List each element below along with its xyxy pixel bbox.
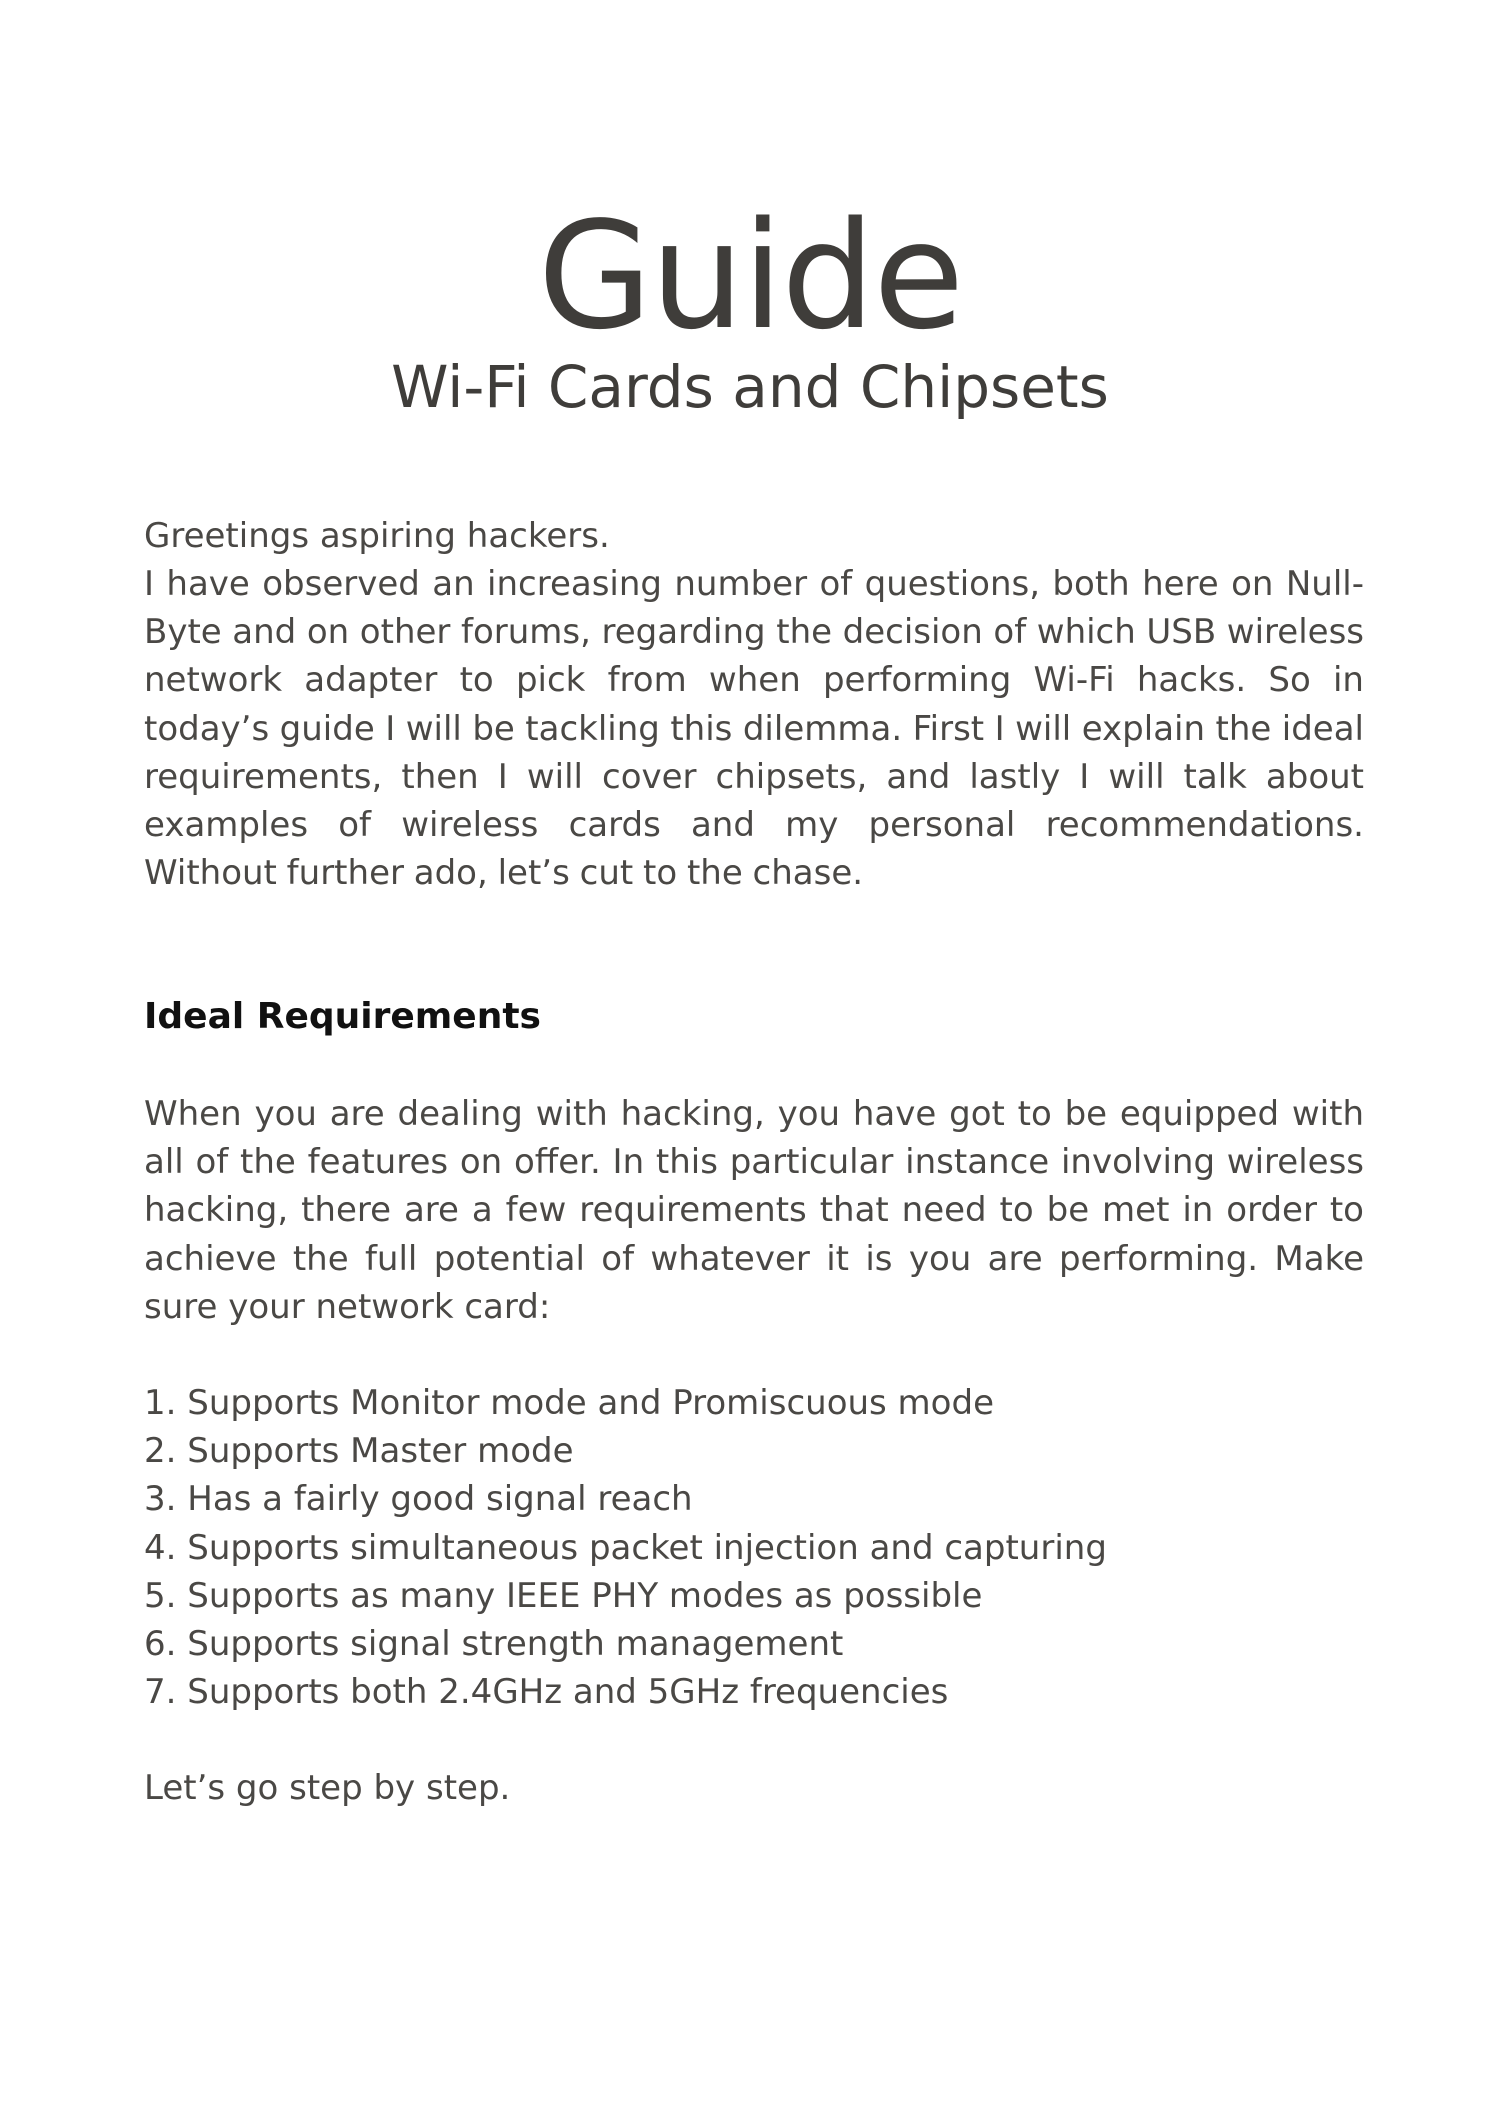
section-heading-ideal-requirements: Ideal Requirements [144, 996, 541, 1037]
list-item: 2. Supports Master mode [144, 1431, 574, 1472]
list-item: 4. Supports simultaneous packet injection and capturing [144, 1527, 1107, 1568]
requirements-list [144, 1379, 1107, 1716]
page-title: Guide [537, 190, 963, 362]
list-item: 6. Supports signal strength management [144, 1624, 844, 1665]
intro-greeting: Greetings aspiring hackers. [144, 516, 610, 556]
list-item: 7. Supports both 2.4GHz and 5GHz frequencies [144, 1672, 949, 1713]
intro-paragraph: I have observed an increasing number of questions, both here on Null-Byte and on other forums, regarding the decision of which USB wireless network adapter to pick from when performing Wi-Fi hacks. So in today’s guide I will be tackling this dilemma. First I will explain the ideal requirements, then I will cover chipsets, and lastly I will talk about examples of wireless cards and my personal recommendations. Without further ado, let’s cut to the chase. [144, 564, 1364, 894]
page-subtitle: Wi-Fi Cards and Chipsets [391, 353, 1109, 421]
requirements-paragraph: When you are dealing with hacking, you have got to be equipped with all of the features on offer. In this particular instance involving wireless hacking, there are a few requirements that need to be met in order to achieve the full potential of whatever it is you are performing. Make sure your network card: [144, 1094, 1364, 1327]
closing-line: Let’s go step by step. [144, 1768, 511, 1808]
list-item: 5. Supports as many IEEE PHY modes as possible [144, 1575, 983, 1616]
list-item: 1. Supports Monitor mode and Promiscuous mode [144, 1383, 994, 1423]
list-item: 3. Has a fairly good signal reach [144, 1479, 693, 1520]
